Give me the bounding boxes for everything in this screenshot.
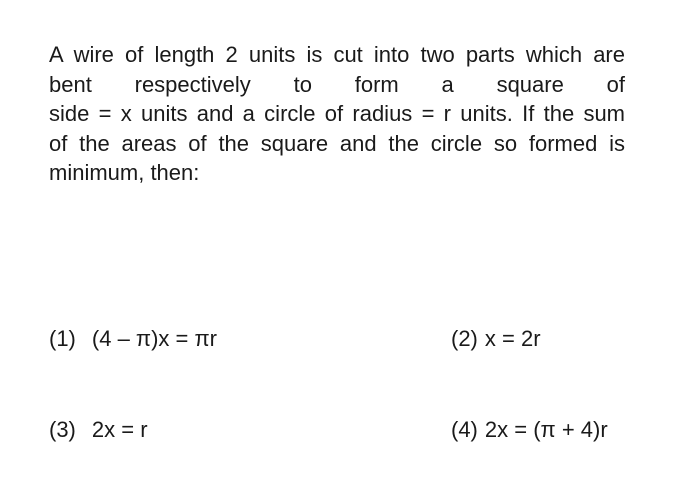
option-number: (4)	[451, 417, 478, 442]
question-line: minimum, then:	[49, 160, 200, 185]
question-line: bent respectively to form a square of	[49, 71, 625, 97]
question-line: A wire of length 2 units is cut into two parts which are	[49, 42, 625, 67]
question-text	[49, 40, 625, 188]
option-number: (2)	[451, 326, 478, 351]
option-4[interactable]	[451, 417, 608, 443]
option-text: x = 2r	[484, 326, 541, 351]
question-line: side = x units and a circle of radius = r units. If the sum	[49, 101, 625, 126]
option-number: (1)	[49, 326, 76, 351]
option-3[interactable]	[49, 417, 148, 443]
option-text: 2x = (π + 4)r	[484, 417, 608, 442]
question-line: of the areas of the square and the circle so formed is	[49, 130, 625, 156]
option-1[interactable]	[49, 326, 217, 352]
option-2[interactable]	[451, 326, 541, 352]
option-number: (3)	[49, 417, 76, 442]
option-text: (4 – π)x = πr	[91, 326, 217, 351]
option-text: 2x = r	[91, 417, 148, 442]
